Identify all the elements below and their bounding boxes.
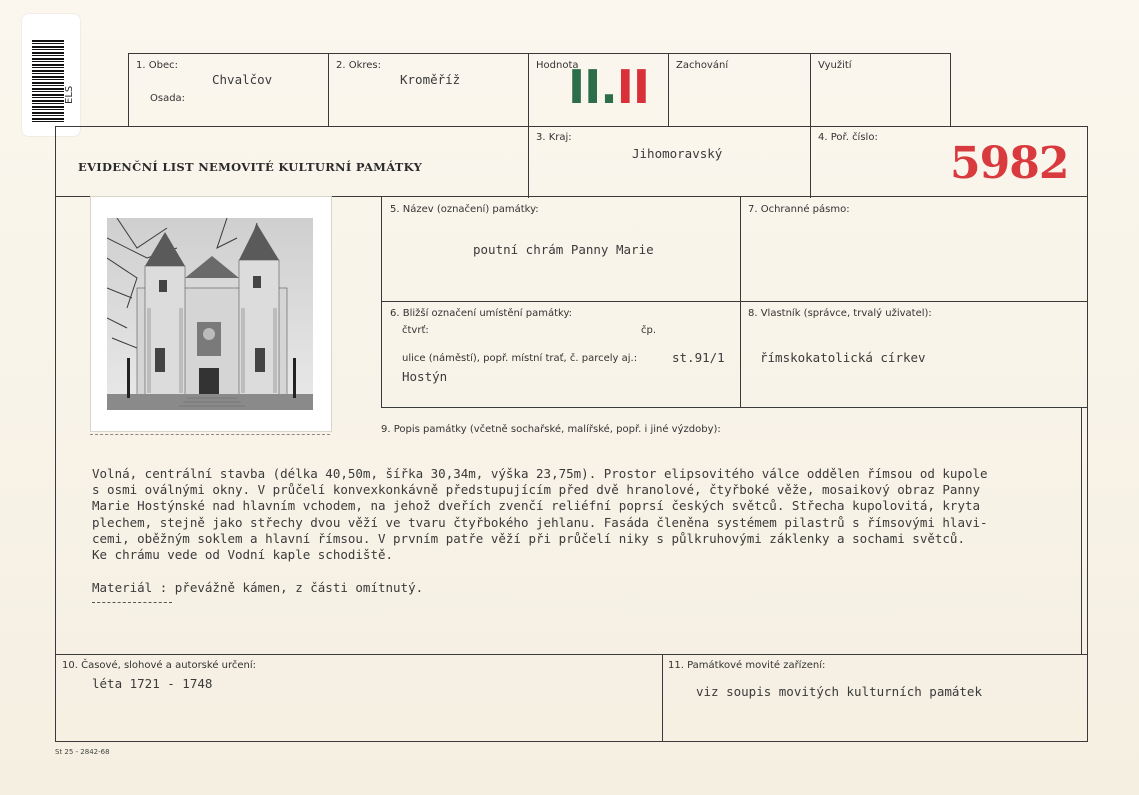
okres-label: 2. Okres: xyxy=(336,60,382,71)
kraj-label: 3. Kraj: xyxy=(536,132,572,143)
tag-label: ELS xyxy=(64,85,75,104)
popis-label: 9. Popis památky (včetně sochařské, malířské, popř. i jiné výzdoby): xyxy=(381,424,721,435)
casove-value: léta 1721 - 1748 xyxy=(92,676,213,691)
zarizeni-value: viz soupis movitých kulturních památek xyxy=(696,684,982,699)
osada-label: Osada: xyxy=(150,93,186,104)
popis-line: Marie Hostýnské nad hlavním vchodem, na jehož dveřích zvenčí reliéfní poprsí českých světců. Střecha kupolovitá, kryta xyxy=(92,498,981,514)
umisteni-label: 6. Bližší označení umístění památky: xyxy=(390,308,573,319)
popis-line: Volná, centrální stavba (délka 40,50m, šířka 30,34m, výška 23,75m). Prostor elipsovitého válce oddělen římsou od kupole xyxy=(92,466,988,481)
popis-line: plechem, stejně jako střechy dvou věží ve tvaru čtyřbokého jehlanu. Fasáda členěna systémem pilastrů s římsovými hlavi- xyxy=(92,514,988,530)
barcode-icon xyxy=(32,40,64,124)
popis-line: Ke chrámu vede od Vodní kaple schodiště. xyxy=(92,547,394,563)
cp-label: čp. xyxy=(641,325,657,336)
vyuziti-label: Využití xyxy=(818,60,852,71)
church-photo xyxy=(107,218,313,410)
ctvrt-label: čtvrť: xyxy=(402,325,429,336)
popis-text xyxy=(92,466,1052,563)
form-code: St 25 - 2842-68 xyxy=(55,748,110,756)
obec-label: 1. Obec: xyxy=(136,60,178,71)
pasmo-label: 7. Ochranné pásmo: xyxy=(748,204,850,215)
page-title: EVIDENČNÍ LIST NEMOVITÉ KULTURNÍ PAMÁTKY xyxy=(78,160,423,174)
hodnota-green: II. xyxy=(568,60,617,114)
okres-value: Kroměříž xyxy=(400,72,461,87)
hodnota-value xyxy=(568,60,649,114)
zachovani-label: Zachování xyxy=(676,60,729,71)
hodnota-label: Hodnota xyxy=(536,60,579,71)
nazev-value: poutní chrám Panny Marie xyxy=(473,242,654,257)
popis-line: s osmi oválnými okny. V průčelí konvexkonkávně předstupujícím před dvě hranolové, čtyřboké věže, mosaikový obraz Panny xyxy=(92,482,981,498)
kraj-value: Jihomoravský xyxy=(632,146,723,161)
material-text: Materiál : převážně kámen, z části omítnutý. xyxy=(92,580,424,595)
vlastnik-value: římskokatolická církev xyxy=(760,350,926,365)
nazev-label: 5. Název (označení) památky: xyxy=(390,204,539,215)
por-cislo-label: 4. Poř. číslo: xyxy=(818,132,878,143)
barcode-tag xyxy=(22,14,80,136)
vlastnik-label: 8. Vlastník (správce, trvalý uživatel): xyxy=(748,308,932,319)
popis-line: cemi, oběžným soklem a hlavní římsou. V prvním patře věží při průčelí niky s půlkruhovými záklenky a sochami světců. xyxy=(92,530,965,546)
por-cislo-value: 5982 xyxy=(950,138,1069,189)
misto-value: Hostýn xyxy=(402,369,448,384)
photo-divider xyxy=(90,434,330,435)
zarizeni-label: 11. Památkové movité zařízení: xyxy=(668,660,826,671)
casove-label: 10. Časové, slohové a autorské určení: xyxy=(62,660,257,671)
parcela-value: st.91/1 xyxy=(672,350,725,365)
hodnota-red: II xyxy=(616,60,649,114)
ulice-label: ulice (náměstí), popř. místní trať, č. parcely aj.: xyxy=(402,353,638,364)
material-underline xyxy=(92,602,172,603)
obec-value: Chvalčov xyxy=(212,72,273,87)
